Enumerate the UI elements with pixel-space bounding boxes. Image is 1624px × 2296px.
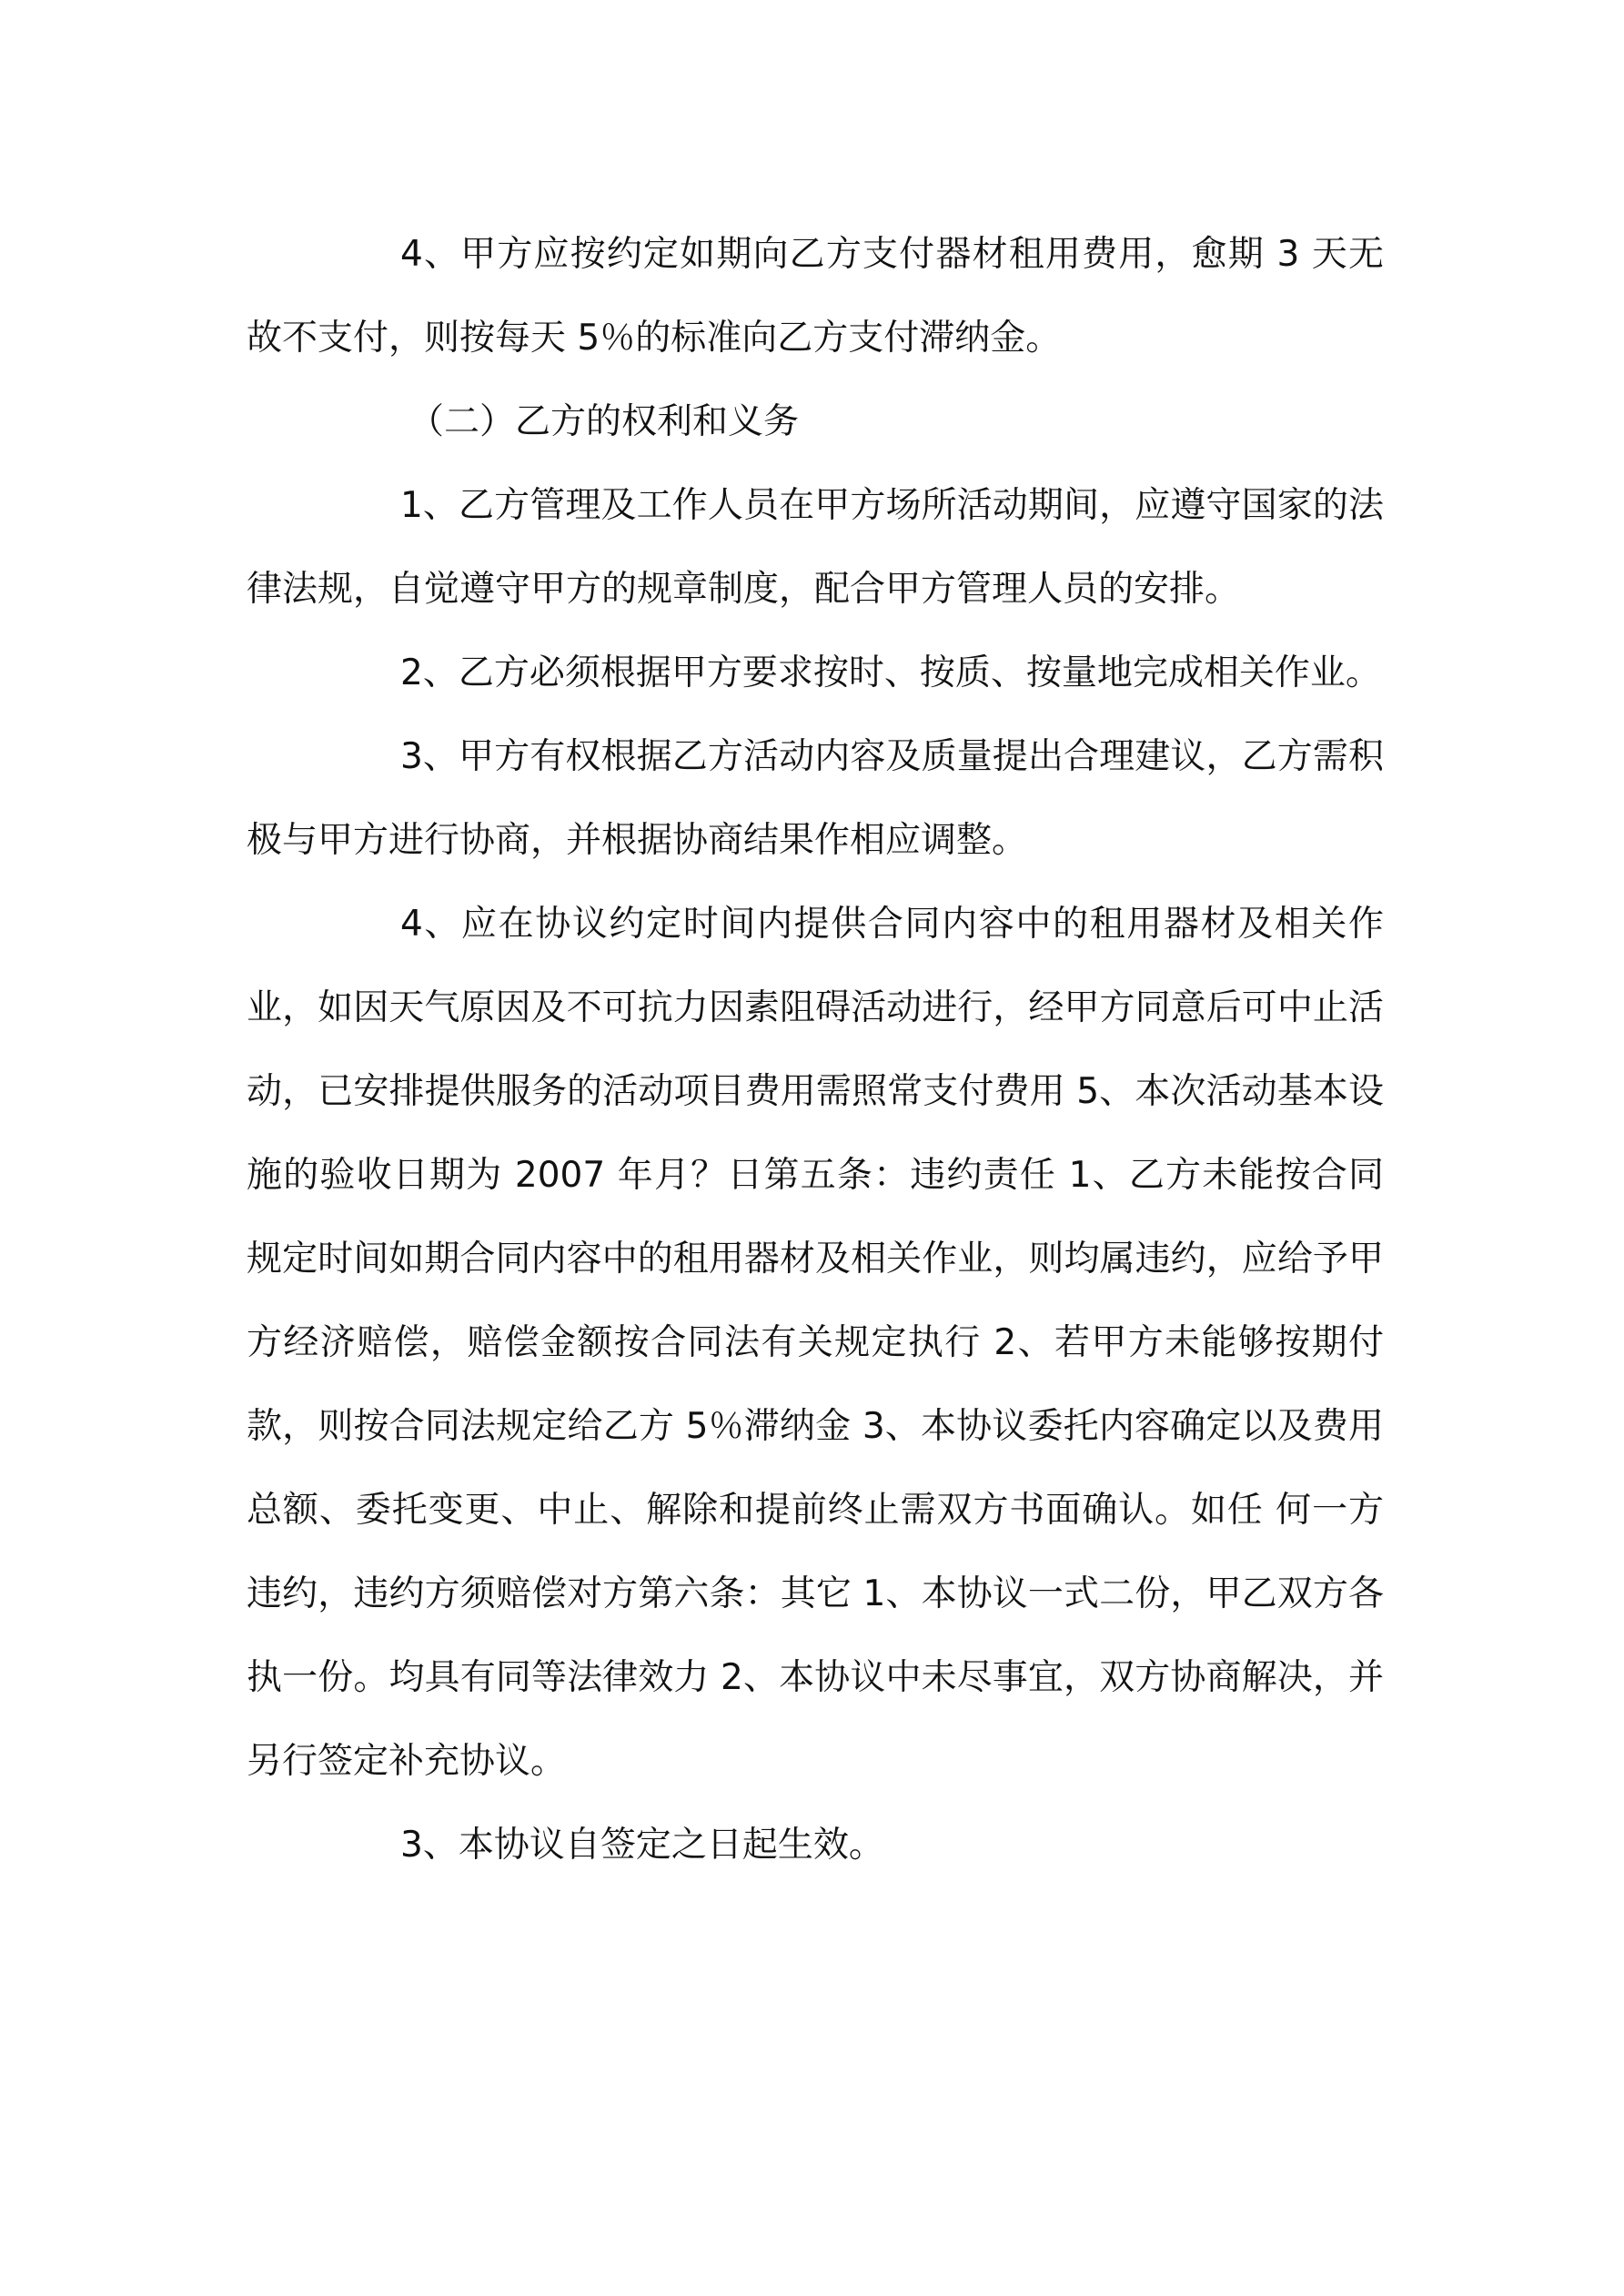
paragraph-party-a-suggestions: 3、甲方有权根据乙方活动内容及质量提出合理建议，乙方需积极与甲方进行协商，并根据协商结果作相应调整。 [247, 736, 1384, 861]
paragraph-effective-date: 3、本协议自签定之日起生效。 [400, 1825, 884, 1866]
paragraph-party-b-compliance: 1、乙方管理及工作人员在甲方场所活动期间，应遵守国家的法律法规，自觉遵守甲方的规章制度，配合甲方管理人员的安排。 [247, 485, 1384, 610]
document-body [247, 213, 1384, 1887]
paragraph-provision-and-breach: 4、应在协议约定时间内提供合同内容中的租用器材及相关作业，如因天气原因及不可抗力因素阻碍活动进行，经甲方同意后可中止活动，已安排提供服务的活动项目费用需照常支付费用 5、本次活动基本设施的验收日期为 2007 年月？日第五条：违约责任 1、乙方未能按合同规定时间如期合同内容中的租用器材及相关作业，则均属违约，应给予甲方经济赔偿，赔偿金额按合同法有关规定执行 2、若甲方未能够按期付款，则按合同法规定给乙方 5％滞纳金 3、本协议委托内容确定以及费用总额、委托变更、中止、解除和提前终止需双方书面确认。如任 何一方违约，违约方须赔偿对方第六条：其它 1、本协议一式二份，甲乙双方各执一份。均具有同等法律效力 2、本协议中未尽事宜，双方协商解决，并另行签定补充协议。 [247, 904, 1384, 1782]
section-heading-party-b-rights: （二）乙方的权利和义务 [409, 401, 800, 442]
paragraph-payment-obligation: 4、甲方应按约定如期向乙方支付器材租用费用，愈期 3 天无故不支付，则按每天 5％的标准向乙方支付滞纳金。 [247, 234, 1384, 359]
paragraph-party-b-completion: 2、乙方必须根据甲方要求按时、按质、按量地完成相关作业。 [400, 652, 1381, 693]
